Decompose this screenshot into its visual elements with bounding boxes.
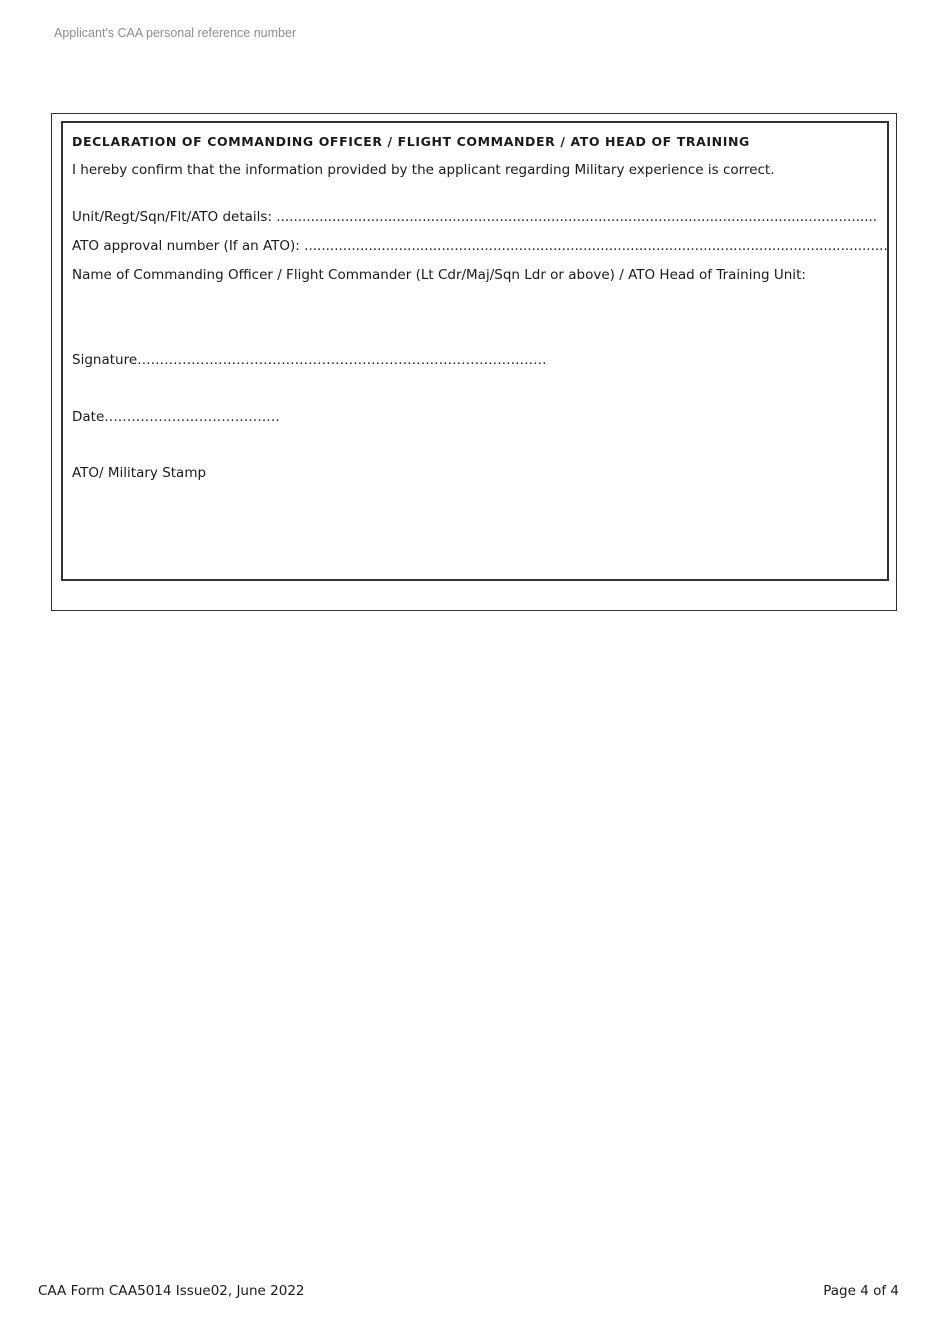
commanding-officer-name-label: Name of Commanding Officer / Flight Commander (Lt Cdr/Maj/Sqn Ldr or above) / ATO Head of Training Unit: [72, 267, 806, 283]
signature-dots: ………………………………………………………………………………. [137, 352, 547, 368]
declaration-statement: I hereby confirm that the information provided by the applicant regarding Military experience is correct. [72, 162, 775, 178]
ato-approval-field[interactable] [72, 238, 888, 254]
signature-field[interactable] [72, 352, 547, 368]
ato-approval-dots: ........................................................................................................................................ [304, 238, 888, 254]
declaration-heading: DECLARATION OF COMMANDING OFFICER / FLIGHT COMMANDER / ATO HEAD OF TRAINING [72, 134, 750, 149]
date-field[interactable] [72, 409, 280, 425]
unit-details-dots: ............................................................................................................................................ [276, 209, 878, 225]
unit-details-label: Unit/Regt/Sqn/Flt/ATO details: [72, 209, 272, 225]
date-label: Date [72, 409, 105, 425]
reference-number-label: Applicant's CAA personal reference number [54, 26, 297, 40]
page-number: Page 4 of 4 [823, 1283, 899, 1299]
ato-approval-label: ATO approval number (If an ATO): [72, 238, 300, 254]
signature-label: Signature [72, 352, 138, 368]
unit-details-field[interactable] [72, 209, 878, 225]
stamp-label: ATO/ Military Stamp [72, 465, 207, 481]
declaration-inner-frame [61, 121, 889, 581]
form-identifier: CAA Form CAA5014 Issue02, June 2022 [38, 1283, 305, 1299]
date-dots: ………………………………… [104, 409, 280, 425]
